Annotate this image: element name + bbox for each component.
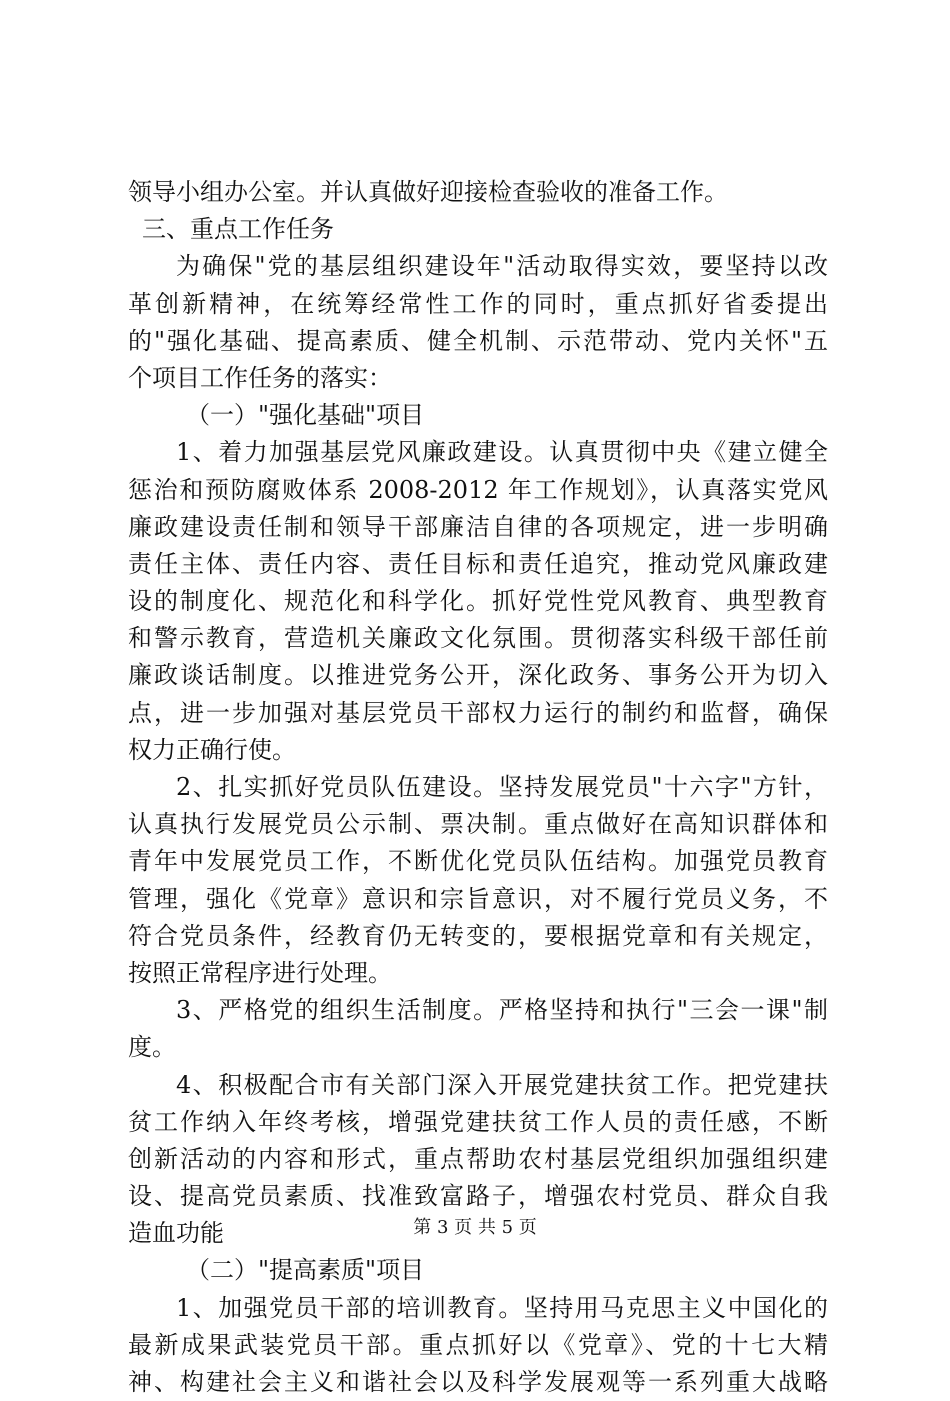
text-line: 责任主体、责任内容、责任目标和责任追究，推动党风廉政建 [128, 549, 828, 578]
text-line: 2、扎实抓好党员队伍建设。坚持发展党员"十六字"方针， [176, 773, 828, 801]
text-line: 个项目工作任务的落实： [128, 363, 392, 392]
subsection-heading: （一）"强化基础"项目 [186, 401, 425, 430]
text-line: 符合党员条件，经教育仍无转变的，要根据党章和有关规定， [128, 921, 828, 950]
text-line: 度。 [128, 1033, 176, 1062]
text-line: 贫工作纳入年终考核，增强党建扶贫工作人员的责任感，不断 [128, 1107, 828, 1136]
text-line: 按照正常程序进行处理。 [128, 958, 392, 987]
text-line: 点，进一步加强对基层党员干部权力运行的制约和监督，确保 [128, 698, 828, 727]
text-line: 权力正确行使。 [128, 735, 296, 764]
text-line: 认真执行发展党员公示制、票决制。重点做好在高知识群体和 [128, 810, 828, 839]
section-heading: 三、重点工作任务 [142, 215, 334, 244]
text-line: 3、严格党的组织生活制度。严格坚持和执行"三会一课"制 [176, 996, 828, 1025]
text-line: 领导小组办公室。并认真做好迎接检查验收的准备工作。 [128, 178, 728, 206]
subsection-heading: （二）"提高素质"项目 [186, 1256, 425, 1285]
text-line: 设、提高党员素质、找准致富路子，增强农村党员、群众自我 [128, 1182, 828, 1211]
text-line: 惩治和预防腐败体系 2008-2012 年工作规划》，认真落实党风 [128, 475, 828, 504]
text-line: 廉政建设责任制和领导干部廉洁自律的各项规定，进一步明确 [128, 512, 828, 541]
text-line: 最新成果武装党员干部。重点抓好以《党章》、党的十七大精 [128, 1330, 828, 1359]
text-line: 的"强化基础、提高素质、健全机制、示范带动、党内关怀"五 [128, 326, 828, 355]
text-line: 设的制度化、规范化和科学化。抓好党性党风教育、典型教育 [128, 587, 828, 616]
text-line: 1、加强党员干部的培训教育。坚持用马克思主义中国化的 [176, 1293, 828, 1322]
text-line: 4、积极配合市有关部门深入开展党建扶贫工作。把党建扶 [176, 1070, 828, 1099]
text-line: 神、构建社会主义和谐社会以及科学发展观等一系列重大战略 [128, 1368, 828, 1396]
text-line: 为确保"党的基层组织建设年"活动取得实效，要坚持以改 [176, 252, 828, 281]
text-line: 青年中发展党员工作，不断优化党员队伍结构。加强党员教育 [128, 847, 828, 876]
text-line: 造血功能 [128, 1219, 224, 1248]
text-line: 廉政谈话制度。以推进党务公开，深化政务、事务公开为切入 [128, 661, 828, 690]
text-line: 和警示教育，营造机关廉政文化氛围。贯彻落实科级干部任前 [128, 624, 828, 653]
text-line: 创新活动的内容和形式，重点帮助农村基层党组织加强组织建 [128, 1144, 828, 1173]
text-line: 1、着力加强基层党风廉政建设。认真贯彻中央《建立健全 [176, 438, 828, 467]
text-line: 革创新精神，在统筹经常性工作的同时，重点抓好省委提出 [128, 289, 828, 318]
page-number-footer: 第 3 页 共 5 页 [413, 1217, 537, 1238]
text-line: 管理，强化《党章》意识和宗旨意识，对不履行党员义务，不 [128, 884, 828, 913]
